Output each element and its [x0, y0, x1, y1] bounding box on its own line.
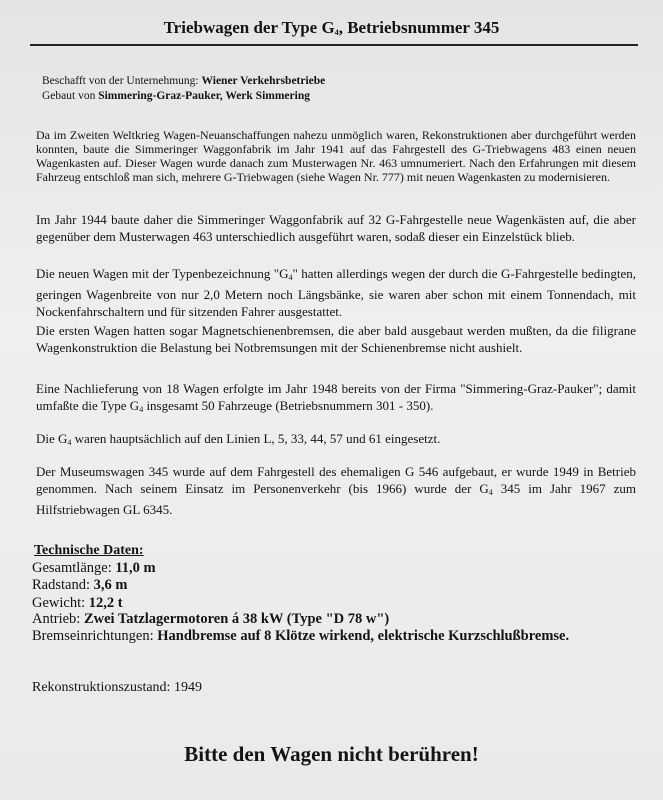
reconstruction-state: Rekonstruktionszustand: 1949	[32, 680, 202, 695]
meta-line-built: Gebaut von Simmering-Graz-Pauker, Werk Simmering	[42, 90, 310, 102]
paragraph-6: Die $G_4$ waren hauptsächlich auf den Linien L, 5, 33, 44, 57 und 61 eingesetzt.	[36, 431, 441, 447]
do-not-touch-notice: Bitte den Wagen nicht berühren!	[184, 742, 479, 766]
document-title	[0, 18, 663, 38]
paragraph-7: Der Museumswagen 345 wurde auf dem Fahrgestell des ehemaligen G 546 aufgebaut, er wurde 1949 in Betrieb genommen. Nach seinem Einsatz im Personenverkehr (bis 1966) wurde der $G_4$ 345 im Jahr 1967 zum Hilfstriebwagen GL 6345.	[36, 464, 636, 517]
paragraph-2: Im Jahr 1944 baute daher die Simmeringer Waggonfabrik auf 32 G-Fahrgestelle neue Wagenkästen auf, die aber gegenüber dem Musterwagen 463 unterschiedlich ausgeführt waren, sodaß dieser ein Einzelstück blieb.	[36, 212, 636, 244]
tech-row-length: Gesamtlänge: 11,0 m	[32, 560, 156, 576]
paragraph-1: Da im Zweiten Weltkrieg Wagen-Neuanschaffungen nahezu unmöglich waren, Rekonstruktionen aber durchgeführt werden konnten, baute die Simmeringer Waggonfabrik im Jahr 1941 auf das Fahrgestell des G-Triebwagens 483 einen neuen Wagenkasten auf. Dieser Wagen wurde danach zum Musterwagen Nr. 463 umnumeriert. Nach den Erfahrungen mit diesem Fahrzeug entschloß man sich, mehrere G-Triebwagen (siehe Wagen Nr. 777) mit neuen Wagenkasten zu modernisieren.	[36, 128, 636, 184]
tech-heading: Technische Daten:	[34, 543, 144, 558]
title-text-suffix: , Betriebsnummer 345	[338, 18, 500, 37]
title-text: Triebwagen der Type G	[163, 18, 335, 37]
meta-line-procured: Beschafft von der Unternehmung: Wiener Verkehrsbetriebe	[42, 75, 326, 87]
tech-row-drive: Antrieb: Zwei Tatzlagermotoren á 38 kW (Type "D 78 w")	[32, 611, 390, 627]
paragraph-4: Die ersten Wagen hatten sogar Magnetschienenbremsen, die aber bald ausgebaut werden mußten, da die filigrane Wagenkonstruktion die Belastung bei Notbremsungen mit der Schienenbremse nicht aushielt.	[36, 323, 636, 355]
title-subscript: 4	[334, 28, 339, 37]
tech-row-weight: Gewicht: 12,2 t	[32, 595, 123, 611]
paragraph-5: Eine Nachlieferung von 18 Wagen erfolgte im Jahr 1948 bereits von der Firma "Simmering-Graz-Pauker"; damit umfaßte die Type $G_4$ insgesamt 50 Fahrzeuge (Betriebsnummern 301 - 350).	[36, 381, 636, 414]
title-underline	[30, 44, 638, 46]
paragraph-3: Die neuen Wagen mit der Typenbezeichnung "$G_4$" hatten allerdings wegen der durch die G-Fahrgestelle bedingten, geringen Wagenbreite von nur 2,0 Metern noch Längsbänke, sie waren aber schon mit einem Tonnendach, mit Nockenfahrschaltern und für sitzenden Fahrer ausgestattet.	[36, 266, 637, 319]
tech-row-wheelbase: Radstand: 3,6 m	[32, 577, 128, 593]
tech-row-brakes: Bremseinrichtungen: Handbremse auf 8 Klötze wirkend, elektrische Kurzschlußbremse.	[32, 628, 570, 644]
